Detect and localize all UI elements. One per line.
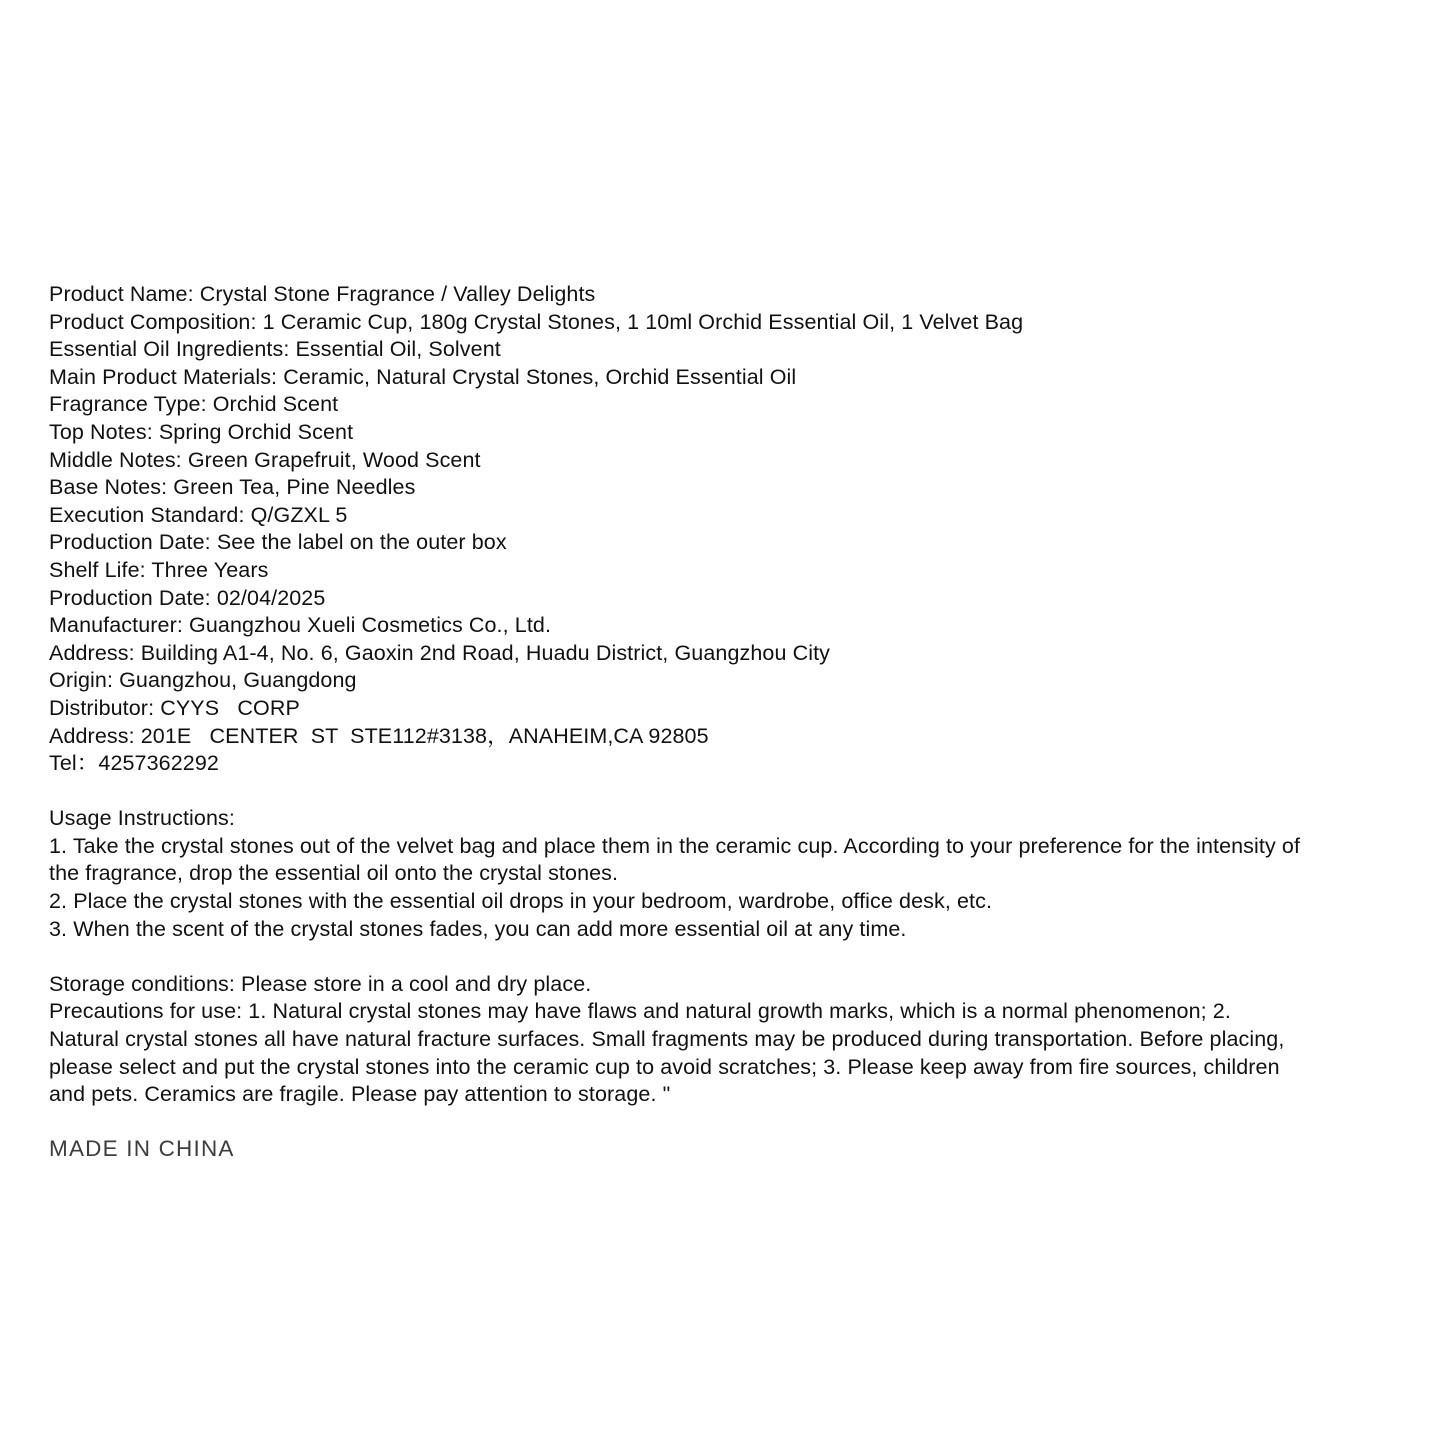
manufacturer-address-line: Address: Building A1-4, No. 6, Gaoxin 2nd Road, Huadu District, Guangzhou City <box>49 640 831 665</box>
origin-line: Origin: Guangzhou, Guangdong <box>49 668 357 693</box>
usage-step-1: 1. Take the crystal stones out of the velvet bag and place them in the ceramic cup. According to your preference for the intensity of the fragrance, drop the essential oil onto the crystal stones. <box>49 833 1307 886</box>
made-in-china-label: MADE IN CHINA <box>49 1135 235 1161</box>
production-date-label-line: Production Date: See the label on the outer box <box>49 530 507 555</box>
product-info-section <box>49 281 1304 778</box>
section-spacer <box>49 778 1304 806</box>
shelf-life-line: Shelf Life: Three Years <box>49 557 269 582</box>
manufacturer-line: Manufacturer: Guangzhou Xueli Cosmetics Co., Ltd. <box>49 613 552 638</box>
top-notes-line: Top Notes: Spring Orchid Scent <box>49 419 354 444</box>
fragrance-type-line: Fragrance Type: Orchid Scent <box>49 392 339 417</box>
distributor-address-line: Address: 201E CENTER ST STE112#3138，ANAHEIM,CA 92805 <box>49 723 709 748</box>
base-notes-line: Base Notes: Green Tea, Pine Needles <box>49 475 416 500</box>
middle-notes-line: Middle Notes: Green Grapefruit, Wood Scent <box>49 447 481 472</box>
storage-section <box>49 971 1304 1109</box>
product-composition-line: Product Composition: 1 Ceramic Cup, 180g Crystal Stones, 1 10ml Orchid Essential Oil, 1 Velvet Bag <box>49 309 1024 334</box>
usage-step-2: 2. Place the crystal stones with the essential oil drops in your bedroom, wardrobe, office desk, etc. <box>49 889 993 914</box>
usage-heading: Usage Instructions: <box>49 806 235 831</box>
section-spacer <box>49 943 1304 971</box>
precautions-paragraph: Precautions for use: 1. Natural crystal stones may have flaws and natural growth marks, which is a normal phenomenon; 2. Natural crystal stones all have natural fracture surfaces. Small fragments may be produced during transportation. Before placing, please select and put the crystal stones into the ceramic cup to avoid scratches; 3. Please keep away from fire sources, children and pets. Ceramics are fragile. Please pay attention to storage. " <box>49 999 1291 1107</box>
usage-step-3: 3. When the scent of the crystal stones fades, you can add more essential oil at any time. <box>49 916 907 941</box>
production-date-line: Production Date: 02/04/2025 <box>49 585 326 610</box>
tel-line: Tel：4257362292 <box>49 751 219 776</box>
product-name-line: Product Name: Crystal Stone Fragrance / Valley Delights <box>49 282 596 306</box>
usage-instructions-section <box>49 805 1307 943</box>
execution-standard-line: Execution Standard: Q/GZXL 5 <box>49 502 348 527</box>
label-text-block <box>49 281 1307 1162</box>
main-materials-line: Main Product Materials: Ceramic, Natural Crystal Stones, Orchid Essential Oil <box>49 364 797 389</box>
oil-ingredients-line: Essential Oil Ingredients: Essential Oil, Solvent <box>49 337 501 362</box>
storage-conditions-line: Storage conditions: Please store in a cool and dry place. <box>49 971 592 996</box>
distributor-line: Distributor: CYYS CORP <box>49 695 300 720</box>
